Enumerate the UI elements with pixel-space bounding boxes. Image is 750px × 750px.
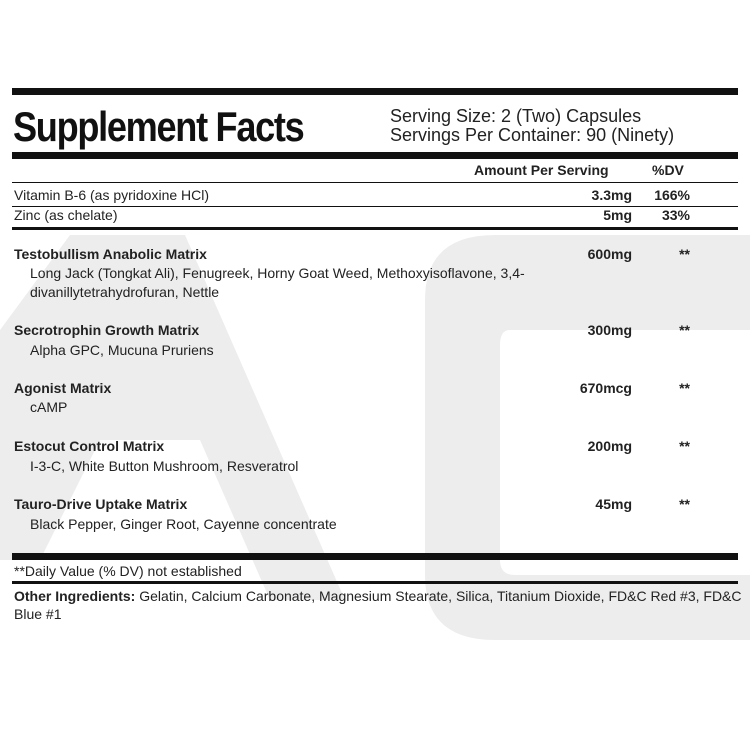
title-rule	[12, 152, 738, 159]
matrix-dv: **	[679, 438, 690, 454]
matrix-amount: 670mcg	[579, 380, 632, 396]
matrix-amount: 600mg	[587, 246, 632, 262]
vitamin-b6-amount: 3.3mg	[591, 187, 632, 203]
header-divider	[12, 182, 738, 183]
vitamins-rule	[12, 227, 738, 230]
matrix-name: Secrotrophin Growth Matrix	[14, 322, 200, 338]
vitamin-b6-dv: 166%	[654, 187, 690, 203]
vitamin-b6-name: Vitamin B-6 (as pyridoxine HCl)	[14, 187, 210, 203]
matrix-ingredients: cAMP	[30, 399, 68, 415]
matrix-name: Tauro-Drive Uptake Matrix	[14, 496, 188, 512]
zinc-amount: 5mg	[603, 207, 632, 223]
matrix-dv: **	[679, 246, 690, 262]
servings-per-container: Servings Per Container: 90 (Ninety)	[390, 125, 675, 145]
dv-header: %DV	[652, 162, 684, 178]
matrix-dv: **	[679, 380, 690, 396]
bottom-rule	[12, 553, 738, 560]
matrix-ingredients: Black Pepper, Ginger Root, Cayenne concentrate	[30, 516, 337, 532]
matrix-dv: **	[679, 496, 690, 512]
other-ingredients	[14, 587, 744, 623]
serving-size: Serving Size: 2 (Two) Capsules	[390, 106, 642, 126]
matrix-amount: 300mg	[587, 322, 632, 338]
matrix-ingredients: Alpha GPC, Mucuna Pruriens	[30, 342, 214, 358]
footnote-rule	[12, 581, 738, 584]
other-ingredients-list: Gelatin, Calcium Carbonate, Magnesium Stearate, Silica, Titanium Dioxide, FD&C Red #3, FD&C Blue #1	[14, 588, 742, 622]
amount-per-serving-header: Amount Per Serving	[474, 162, 609, 178]
daily-value-footnote: **Daily Value (% DV) not established	[14, 563, 242, 579]
matrix-name: Testobullism Anabolic Matrix	[14, 246, 207, 262]
matrix-ingredients: I-3-C, White Button Mushroom, Resveratrol	[30, 458, 299, 474]
matrix-dv: **	[679, 322, 690, 338]
matrix-amount: 200mg	[587, 438, 632, 454]
other-ingredients-label: Other Ingredients:	[14, 588, 136, 604]
matrix-ingredients: Long Jack (Tongkat Ali), Fenugreek, Horny Goat Weed, Methoxyisoflavone, 3,4-divanillytetrahydrofuran, Nettle	[30, 265, 525, 300]
zinc-dv: 33%	[661, 207, 690, 223]
zinc-name: Zinc (as chelate)	[14, 207, 118, 223]
top-rule	[12, 88, 738, 95]
matrix-amount: 45mg	[595, 496, 632, 512]
matrix-name: Agonist Matrix	[14, 380, 112, 396]
matrix-name: Estocut Control Matrix	[14, 438, 165, 454]
panel-title: Supplement Facts	[13, 103, 304, 150]
